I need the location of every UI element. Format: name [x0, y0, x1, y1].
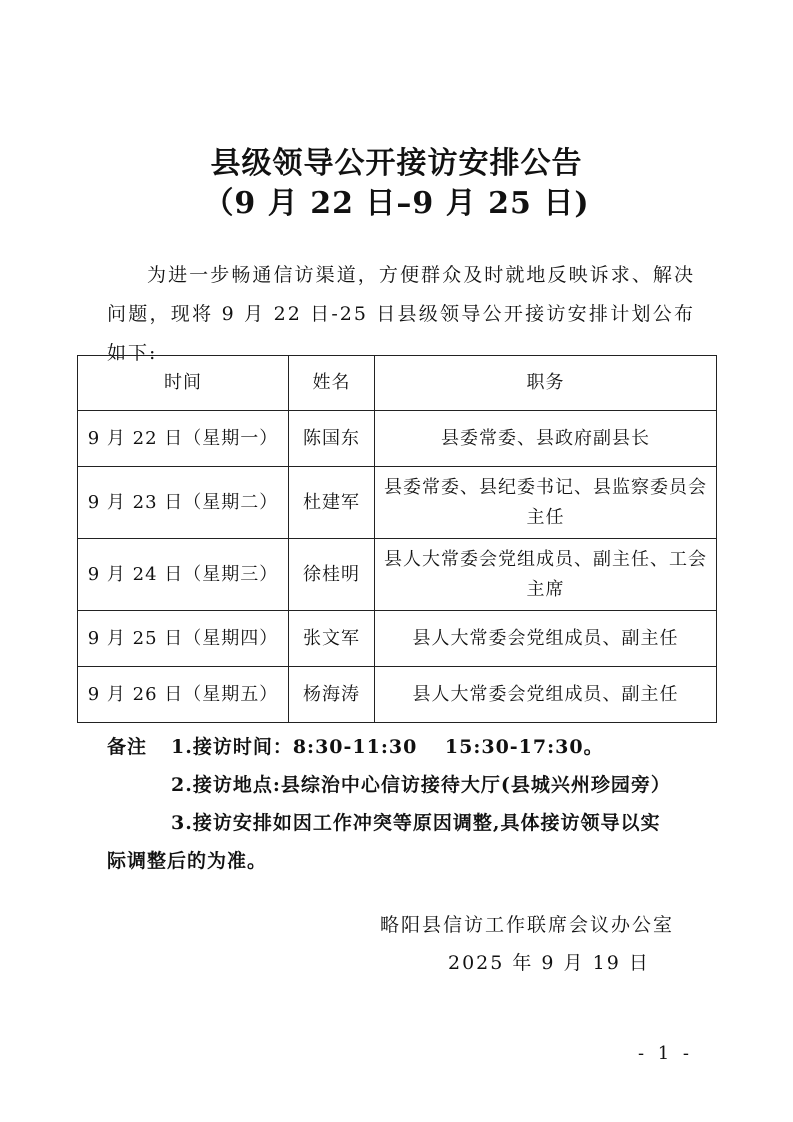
- header-time: 时间: [78, 356, 289, 411]
- row-name: 陈国东: [289, 411, 375, 467]
- header-name: 姓名: [289, 356, 375, 411]
- row-name: 徐桂明: [289, 539, 375, 611]
- table-row: [78, 411, 717, 467]
- row-name: 张文军: [289, 611, 375, 667]
- row-name: 杜建军: [289, 467, 375, 539]
- page-subtitle-dates: （9 月 22 日–9 月 25 日): [203, 186, 590, 221]
- signature-org: 略阳县信访工作联席会议办公室: [380, 914, 675, 936]
- row-title: 县人大常委会党组成员、副主任: [375, 611, 717, 667]
- signature-date: 2025 年 9 月 19 日: [448, 952, 650, 974]
- header-title: 职务: [375, 356, 717, 411]
- intro-paragraph: 为进一步畅通信访渠道，方便群众及时就地反映诉求、解决问题，现将 9 月 22 日-25 日县级领导公开接访安排计划公布如下:: [107, 264, 695, 364]
- row-time: 9 月 22 日（星期一）: [78, 411, 289, 467]
- schedule-table: [77, 355, 717, 723]
- table-row: [78, 667, 717, 723]
- row-title: 县委常委、县纪委书记、县监察委员会主任: [375, 467, 717, 539]
- note-item-1: 1.接访时间：8:30-11:30 15:30-17:30。: [171, 736, 604, 758]
- page-number: - 1 -: [637, 1043, 693, 1064]
- row-name: 杨海涛: [289, 667, 375, 723]
- page-title: 县级领导公开接访安排公告: [210, 146, 583, 181]
- row-time: 9 月 25 日（星期四）: [78, 611, 289, 667]
- table-row: [78, 539, 717, 611]
- table-row: [78, 611, 717, 667]
- table-header-row: [78, 356, 717, 411]
- note-item-2: 2.接访地点:县综治中心信访接待大厅(县城兴州珍园旁）: [171, 774, 671, 796]
- row-time: 9 月 26 日（星期五）: [78, 667, 289, 723]
- note-item-3-cont: 际调整后的为准。: [107, 850, 268, 872]
- row-title: 县人大常委会党组成员、副主任: [375, 667, 717, 723]
- row-time: 9 月 23 日（星期二）: [78, 467, 289, 539]
- row-title: 县委常委、县政府副县长: [375, 411, 717, 467]
- table-row: [78, 467, 717, 539]
- note-item-3: 3.接访安排如因工作冲突等原因调整,具体接访领导以实: [171, 812, 661, 834]
- notes-label: 备注: [107, 736, 148, 758]
- row-time: 9 月 24 日（星期三）: [78, 539, 289, 611]
- row-title: 县人大常委会党组成员、副主任、工会主席: [375, 539, 717, 611]
